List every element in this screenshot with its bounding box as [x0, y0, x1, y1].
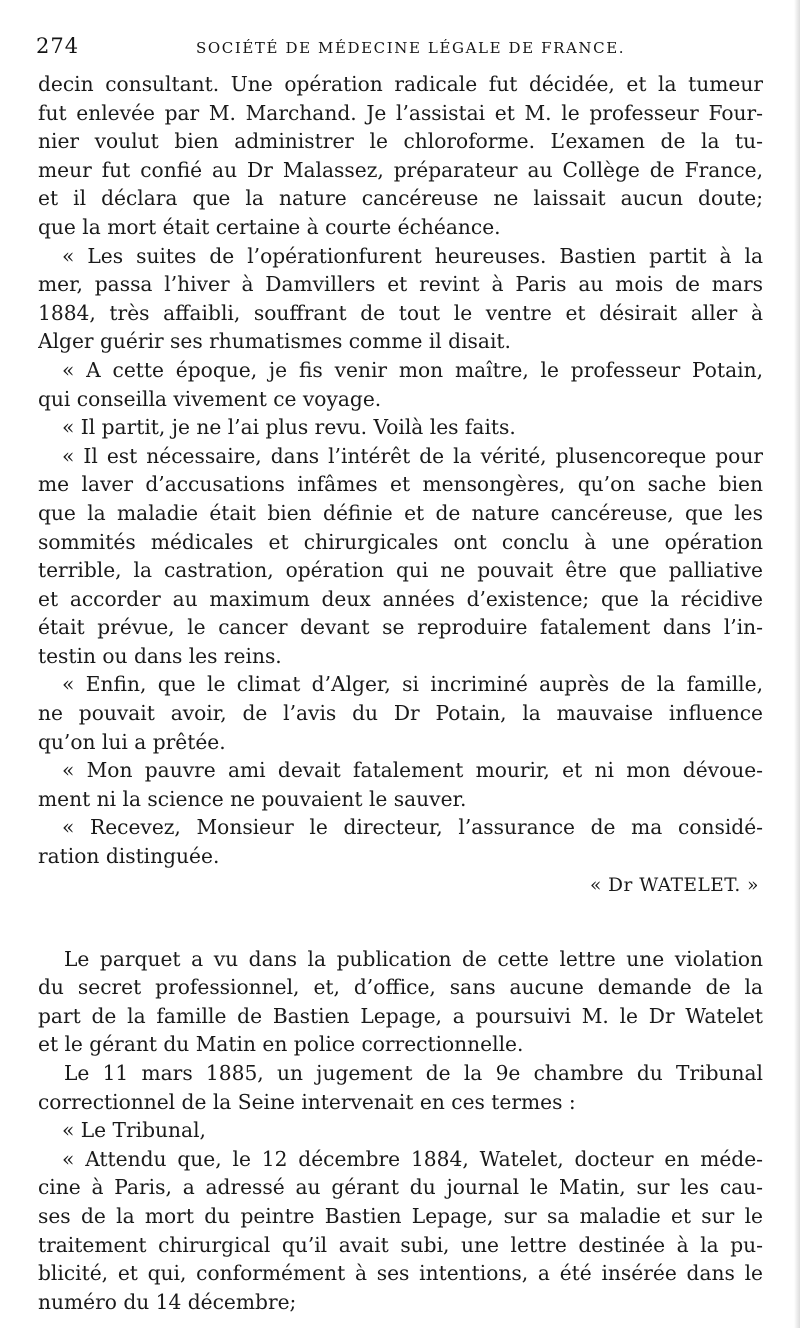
- text-line: fut enlevée par M. Marchand. Je l’assistai et M. le professeur Four-: [38, 100, 763, 125]
- text-line: « Il est nécessaire, dans l’intérêt de la vérité, plusencoreque pour: [62, 443, 763, 468]
- text-line: « Il partit, je ne l’ai plus revu. Voilà les faits.: [62, 415, 516, 440]
- text-line: ment ni la science ne pouvaient le sauver.: [38, 786, 467, 811]
- text-line: était prévue, le cancer devant se reproduire fatalement dans l’in-: [38, 615, 763, 640]
- text-line: « Enfin, que le climat d’Alger, si incriminé auprès de la famille,: [62, 672, 763, 697]
- page-edge-shadow: [794, 0, 800, 1328]
- text-line: du secret professionnel, et, d’office, sans aucune demande de la: [38, 975, 763, 1000]
- text-line: « A cette époque, je fis venir mon maître, le professeur Potain,: [62, 357, 763, 382]
- running-head: SOCIÉTÉ DE MÉDECINE LÉGALE DE FRANCE.: [196, 39, 626, 57]
- text-line: me laver d’accusations infâmes et mensongères, qu’on sache bien: [38, 472, 763, 497]
- paragraph-gap: [38, 901, 763, 945]
- text-line: que la mort était certaine à courte échéance.: [38, 214, 501, 239]
- text-line: cine à Paris, a adressé au gérant du journal le Matin, sur les cau-: [38, 1175, 763, 1200]
- text-line: ne pouvait avoir, de l’avis du Dr Potain, la mauvaise influence: [38, 701, 763, 726]
- text-line: Le 11 mars 1885, un jugement de la 9e chambre du Tribunal: [64, 1061, 763, 1085]
- text-line: 1884, très affaibli, souffrant de tout le ventre et désirait aller à: [38, 300, 763, 325]
- text-line: numéro du 14 décembre;: [38, 1289, 297, 1314]
- text-line: mer, passa l’hiver à Damvillers et revint à Paris au mois de mars: [38, 272, 763, 297]
- text-line: blicité, et qui, conformément à ses intentions, a été insérée dans le: [38, 1261, 763, 1286]
- text-line: part de la famille de Bastien Lepage, a poursuivi M. le Dr Watelet: [38, 1003, 763, 1028]
- text-line: et le gérant du Matin en police correctionnelle.: [38, 1032, 524, 1057]
- text-line: « Les suites de l’opérationfurent heureuses. Bastien partit à la: [62, 243, 763, 268]
- text-line: que la maladie était bien définie et de nature cancéreuse, que les: [38, 500, 763, 525]
- text-line: sommités médicales et chirurgicales ont conclu à une opération: [38, 529, 763, 554]
- text-line: qui conseilla vivement ce voyage.: [38, 386, 382, 411]
- text-line: « Recevez, Monsieur le directeur, l’assurance de ma considé-: [62, 815, 763, 840]
- text-line: meur fut confié au Dr Malassez, préparateur au Collège de France,: [38, 157, 763, 182]
- page-number: 274: [36, 34, 80, 58]
- page-header: [36, 34, 764, 64]
- text-line: testin ou dans les reins.: [38, 643, 282, 668]
- text-line: et accorder au maximum deux années d’existence; que la récidive: [38, 586, 763, 611]
- text-line: et il déclara que la nature cancéreuse ne laissait aucun doute;: [38, 186, 763, 211]
- text-line: ration distinguée.: [38, 844, 220, 869]
- text-line: traitement chirurgical qu’il avait subi, une lettre destinée à la pu-: [38, 1232, 763, 1257]
- text-line: nier voulut bien administrer le chloroforme. L’examen de la tu-: [38, 129, 763, 154]
- text-line: ses de la mort du peintre Bastien Lepage, sur sa maladie et sur le: [38, 1203, 763, 1228]
- body-text: [38, 70, 763, 1316]
- text-line: qu’on lui a prêtée.: [38, 729, 226, 754]
- text-line: decin consultant. Une opération radicale fut décidée, et la tumeur: [38, 72, 763, 96]
- text-line: « Le Tribunal,: [62, 1118, 206, 1143]
- text-line: terrible, la castration, opération qui ne pouvait être que palliative: [38, 558, 763, 583]
- letter-signature: « Dr WATELET. »: [589, 874, 759, 896]
- text-line: « Mon pauvre ami devait fatalement mourir, et ni mon dévoue-: [62, 758, 763, 783]
- text-line: « Attendu que, le 12 décembre 1884, Watelet, docteur en méde-: [62, 1146, 763, 1171]
- text-line: Le parquet a vu dans la publication de cette lettre une violation: [64, 946, 763, 971]
- text-line: correctionnel de la Seine intervenait en ces termes :: [38, 1089, 576, 1114]
- text-line: Alger guérir ses rhumatismes comme il disait.: [38, 329, 511, 354]
